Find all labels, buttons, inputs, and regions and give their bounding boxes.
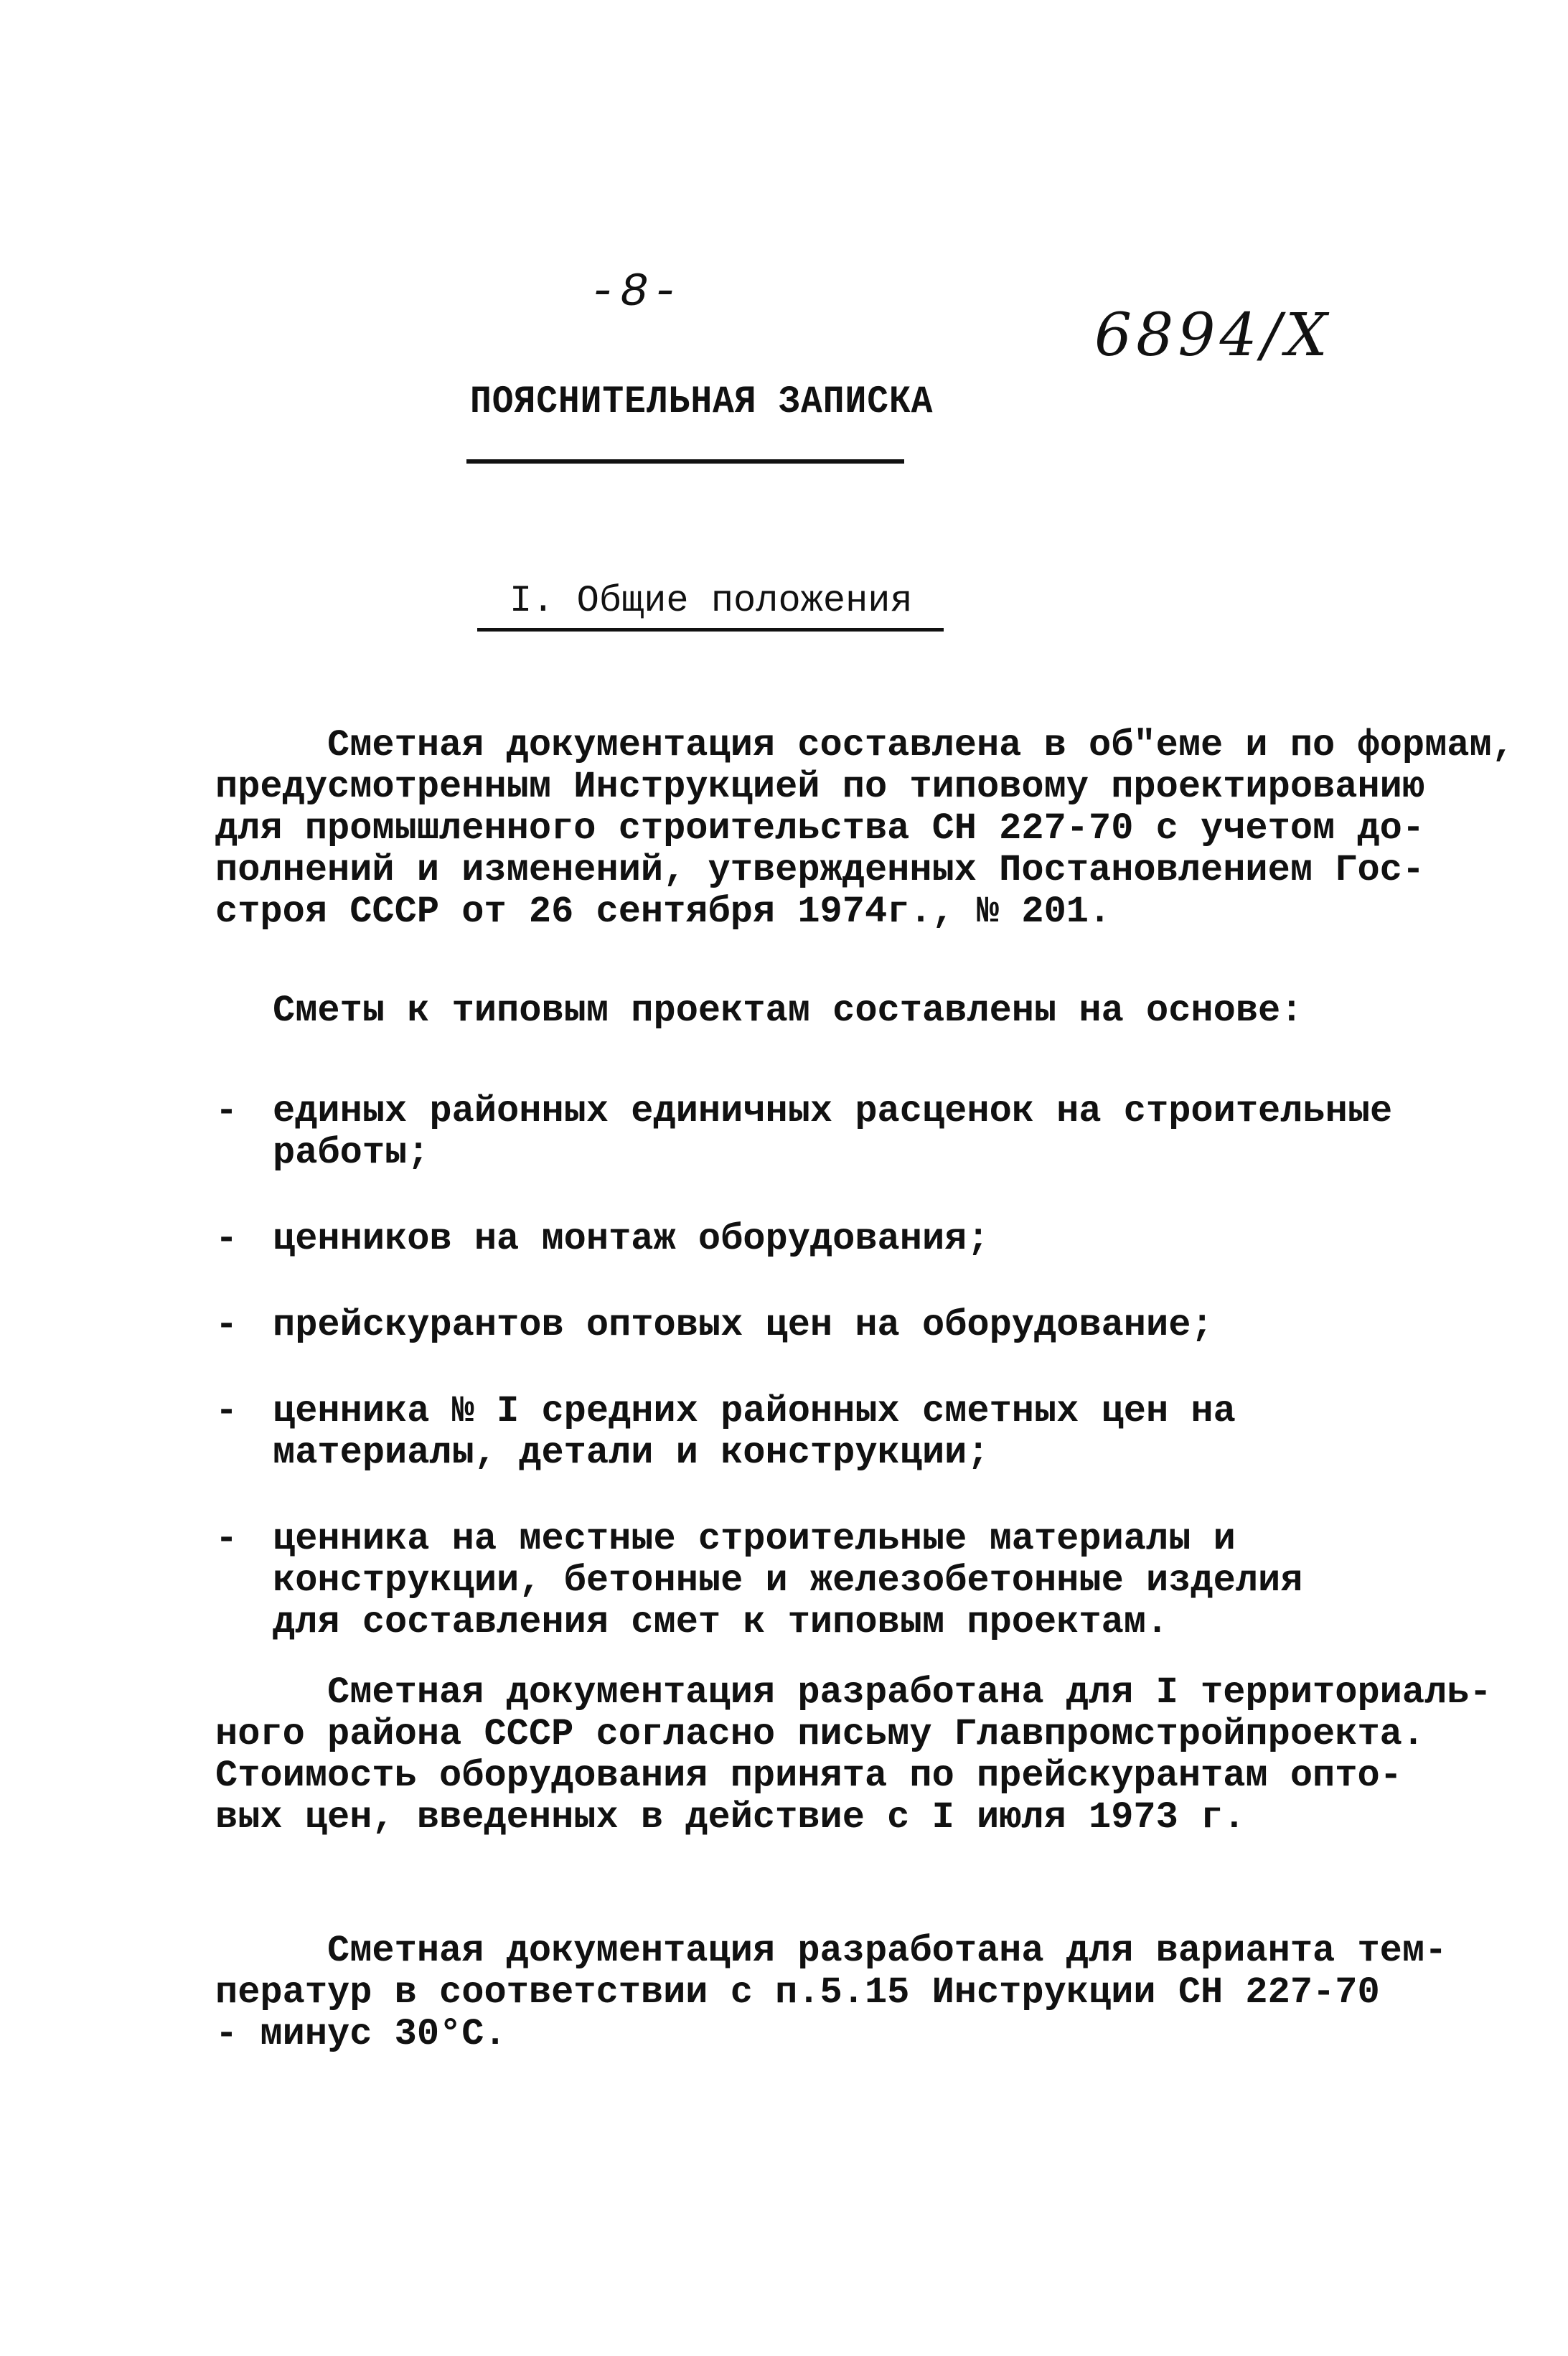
- section-heading: I. Общие положения: [510, 580, 913, 622]
- list-item-text: прейскурантов оптовых цен на оборудование;: [273, 1304, 1213, 1346]
- temperature-paragraph: Сметная документация разработана для варианта тем- ператур в соответствии с п.5.15 Инструкции СН 227-70 - минус 30°С.: [215, 1930, 1447, 2055]
- list-dash: -: [215, 1090, 238, 1132]
- list-item-text: единых районных единичных расценок на строительные работы;: [273, 1090, 1393, 1174]
- document-title: ПОЯСНИТЕЛЬНАЯ ЗАПИСКА: [470, 380, 934, 424]
- basis-list: [215, 1091, 1435, 1688]
- list-item: [215, 1305, 1435, 1346]
- list-item-text: ценников на монтаж оборудования;: [273, 1218, 990, 1260]
- list-item: [215, 1391, 1435, 1474]
- list-dash: -: [215, 1390, 238, 1432]
- list-item-text: ценника на местные строительные материалы и конструкции, бетонные и железобетонные изделия для составления смет к типовым проектам.: [273, 1518, 1303, 1643]
- list-intro: Сметы к типовым проектам составлены на основе:: [273, 990, 1303, 1032]
- archive-code: 6894/X: [1094, 301, 1332, 370]
- list-item-text: ценника № I средних районных сметных цен на материалы, детали и конструкции;: [273, 1390, 1236, 1474]
- territory-paragraph: Сметная документация разработана для I территориаль- ного района СССР согласно письму Главпромстройпроекта. Стоимость оборудования принята по прейскурантам опто- вых цен, введенных в действие с I июля 1973 г.: [215, 1671, 1492, 1839]
- list-dash: -: [215, 1518, 238, 1560]
- list-item: [215, 1219, 1435, 1260]
- list-dash: -: [215, 1218, 238, 1260]
- page-number: -8-: [588, 266, 682, 319]
- list-dash: -: [215, 1304, 238, 1346]
- list-item: [215, 1519, 1435, 1643]
- list-item: [215, 1091, 1435, 1174]
- title-underline: [466, 459, 904, 464]
- intro-paragraph: Сметная документация составлена в об"еме и по формам, предусмотренным Инструкцией по типовому проектированию для промышленного строительства СН 227-70 с учетом до- полнений и изменений, утвержденных Постановлением Гос- строя СССР от 26 сентября 1974г., № 201.: [215, 724, 1514, 933]
- section-underline: [477, 628, 944, 632]
